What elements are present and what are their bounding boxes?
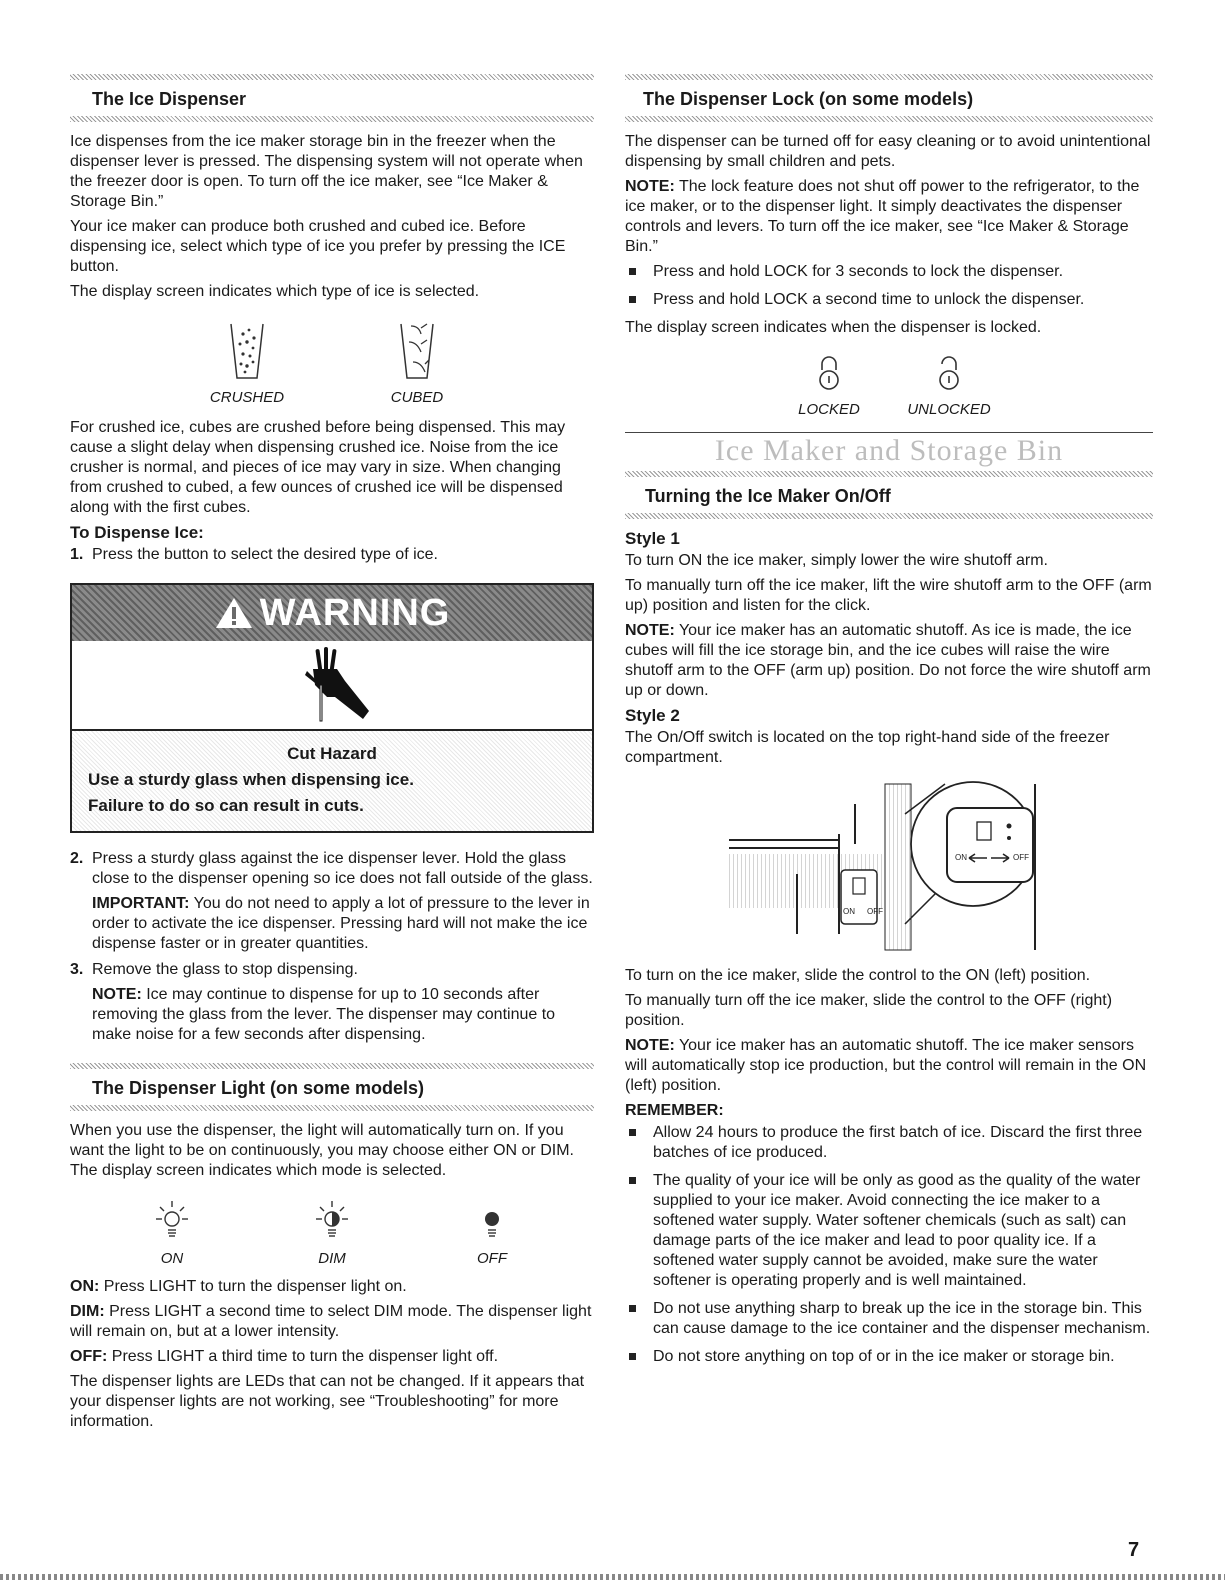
step-text: Press the button to select the desired type of ice. <box>92 546 438 563</box>
dispenser-light-paragraph-1: When you use the dispenser, the light will automatically turn on. If you want the light to be on continuously, you may choose either ON or DIM. The display screen indicates which mode is selected. <box>70 1122 574 1179</box>
dispenser-light-paragraph-2: The dispenser lights are LEDs that can not be changed. If it appears that your dispenser lights are not working, see “Troubleshooting” for more information. <box>70 1373 585 1430</box>
light-on-caption: ON <box>160 1250 184 1267</box>
style-2-note <box>625 1036 1153 1096</box>
dispenser-lock-note <box>625 177 1153 257</box>
bottom-rule <box>0 1574 1225 1580</box>
light-off-text <box>70 1347 594 1367</box>
section-rule <box>70 116 594 122</box>
warning-hazard: Cut Hazard <box>287 744 377 763</box>
cubed-caption: CUBED <box>390 389 444 406</box>
crushed-icon-cell <box>192 320 302 408</box>
diagram-on-label: ON <box>955 853 967 862</box>
ice-dispenser-paragraph-2: Your ice maker can produce both crushed and cubed ice. Before dispensing ice, select which type of ice you prefer by pressing the ICE button. <box>70 218 566 275</box>
light-on-cell <box>117 1197 227 1269</box>
warning-triangle-icon <box>214 596 254 630</box>
note-text: Your ice maker has an automatic shutoff. As ice is made, the ice cubes will fill the ice storage bin, and the ice cubes will raise the wire shutoff arm to the OFF (arm up) position. Do not force the wire shutoff arm up or down. <box>625 622 1151 699</box>
dim-desc: Press LIGHT a second time to select DIM mode. The dispenser light will remain on, but at a lower intensity. <box>70 1303 592 1340</box>
cut-hand-icon <box>287 645 377 725</box>
ice-maker-title: Ice Maker and Storage Bin <box>714 434 1064 467</box>
note-text: The lock feature does not shut off power to the refrigerator, to the ice maker, or to the dispenser light. It simply deactivates the dispenser controls and levers. To turn off the ice maker, see “Ice Maker & Storage Bin.” <box>625 178 1140 255</box>
step-2 <box>70 849 594 954</box>
diagram-on-label-small: ON <box>843 907 855 916</box>
crushed-ice-paragraph: For crushed ice, cubes are crushed before being dispensed. This may cause a slight delay when dispensing crushed ice. Noise from the ice crusher is normal, and pieces of ice may vary in size. When changing from crushed to cubed, a few ounces of crushed ice will be dispensed along with the first cubes. <box>70 419 566 516</box>
important-label: IMPORTANT: <box>92 895 190 912</box>
important-text: You do not need to apply a lot of pressure to the lever in order to activate the ice dispenser. Pressing hard will not make the ice dispense faster or in greater quantities. <box>92 895 590 952</box>
warning-text <box>72 731 592 831</box>
note-label: NOTE: <box>625 1037 675 1054</box>
locked-icon-cell <box>774 354 884 420</box>
step-number: 2. <box>70 850 84 867</box>
style-1-note <box>625 621 1153 701</box>
ice-dispenser-heading: The Ice Dispenser <box>92 89 247 109</box>
section-rule <box>625 116 1153 122</box>
lock-bullet-1: Press and hold LOCK for 3 seconds to lock the dispenser. <box>625 262 1153 282</box>
locked-caption: LOCKED <box>798 401 860 418</box>
turning-ice-maker-heading: Turning the Ice Maker On/Off <box>645 486 891 506</box>
light-dim-cell <box>277 1197 387 1269</box>
crushed-ice-icon <box>227 320 267 382</box>
dispenser-light-heading: The Dispenser Light (on some models) <box>92 1078 425 1098</box>
light-mode-icons <box>70 1197 594 1269</box>
light-on-text <box>70 1277 594 1297</box>
on-desc: Press LIGHT to turn the dispenser light on. <box>99 1278 407 1295</box>
light-dim-icon <box>312 1197 352 1243</box>
light-dim-text <box>70 1302 594 1342</box>
remember-bullet-3: Do not use anything sharp to break up the ice in the storage bin. This can cause damage to the ice container and the dispenser mechanism. <box>625 1299 1153 1339</box>
ice-dispenser-paragraph-3: The display screen indicates which type of ice is selected. <box>70 283 480 300</box>
lock-icons <box>625 354 1153 420</box>
unlocked-caption: UNLOCKED <box>907 401 991 418</box>
important-note <box>92 894 594 954</box>
crushed-caption: CRUSHED <box>209 389 285 406</box>
off-label: OFF: <box>70 1348 108 1365</box>
dispenser-lock-paragraph-2: The display screen indicates when the dispenser is locked. <box>625 319 1042 336</box>
step-text: Press a sturdy glass against the ice dispenser lever. Hold the glass close to the dispenser opening so ice does not fall outside of the glass. <box>92 850 593 887</box>
style-2-paragraph-3: To manually turn off the ice maker, slide the control to the OFF (right) position. <box>625 992 1113 1029</box>
remember-bullet-4: Do not store anything on top of or in the ice maker or storage bin. <box>625 1347 1153 1367</box>
unlocked-icon-cell <box>894 354 1004 420</box>
note-text: Ice may continue to dispense for up to 10 seconds after removing the glass from the lever. The dispenser may continue to make noise for a few seconds after dispensing. <box>92 986 556 1043</box>
step-number: 3. <box>70 961 84 978</box>
cubed-ice-icon <box>397 320 437 382</box>
diagram-off-label-small: OFF <box>867 907 883 916</box>
section-rule <box>70 1105 594 1111</box>
remember-bullet-1: Allow 24 hours to produce the first batch of ice. Discard the first three batches of ice produced. <box>625 1123 1153 1163</box>
dispense-steps-1 <box>70 545 594 565</box>
style-2-heading: Style 2 <box>625 706 680 725</box>
remember-bullet-2: The quality of your ice will be only as good as the quality of the water supplied to your ice maker. Avoid connecting the ice maker to a softened water supply. Water softener chemicals (such as salt) can damage parts of the ice maker and lead to poor quality ice. If a softened water supply cannot be avoided, make sure the water softener is operating properly and is well maintained. <box>625 1171 1153 1291</box>
warning-box <box>70 583 594 833</box>
right-column <box>625 74 1153 1375</box>
note-label: NOTE: <box>92 986 142 1003</box>
style-1-paragraph-1: To turn ON the ice maker, simply lower the wire shutoff arm. <box>625 552 1048 569</box>
locked-icon <box>814 354 844 394</box>
warning-pictogram <box>72 641 592 731</box>
style-2-paragraph-2: To turn on the ice maker, slide the control to the ON (left) position. <box>625 967 1091 984</box>
note-label: NOTE: <box>625 622 675 639</box>
section-divider <box>625 432 1153 433</box>
page-number: 7 <box>1128 1539 1140 1561</box>
to-dispense-heading: To Dispense Ice: <box>70 523 204 542</box>
step-1 <box>70 545 594 565</box>
cubed-icon-cell <box>362 320 472 408</box>
dispense-steps-2 <box>70 849 594 1045</box>
warning-banner <box>72 585 592 641</box>
light-dim-caption: DIM <box>318 1250 346 1267</box>
warning-line-2: Failure to do so can result in cuts. <box>88 796 364 815</box>
unlocked-icon <box>934 354 964 394</box>
warning-line-1: Use a sturdy glass when dispensing ice. <box>88 770 414 789</box>
warning-title: WARNING <box>259 592 451 634</box>
note-text: Your ice maker has an automatic shutoff. The ice maker sensors will automatically stop ice production, but the control will remain in the ON (left) position. <box>625 1037 1147 1094</box>
dispenser-lock-heading: The Dispenser Lock (on some models) <box>643 89 974 109</box>
light-off-icon <box>472 1197 512 1243</box>
light-off-cell <box>437 1197 547 1269</box>
light-off-caption: OFF <box>477 1250 507 1267</box>
light-on-icon <box>152 1197 192 1243</box>
section-rule <box>625 513 1153 519</box>
style-1-paragraph-2: To manually turn off the ice maker, lift the wire shutoff arm to the OFF (arm up) position and listen for the click. <box>625 577 1152 614</box>
step-text: Remove the glass to stop dispensing. <box>92 961 358 978</box>
ice-dispenser-paragraph-1: Ice dispenses from the ice maker storage bin in the freezer when the dispenser lever is pressed. The dispensing system will not operate when the freezer door is open. To turn off the ice maker, see “Ice Maker & Storage Bin.” <box>70 133 583 210</box>
dispenser-lock-paragraph-1: The dispenser can be turned off for easy cleaning or to avoid unintentional dispensing by small children and pets. <box>625 133 1151 170</box>
style-1-heading: Style 1 <box>625 529 680 548</box>
off-desc: Press LIGHT a third time to turn the dispenser light off. <box>107 1348 499 1365</box>
style-2-paragraph-1: The On/Off switch is located on the top right-hand side of the freezer compartment. <box>625 729 1110 766</box>
remember-heading: REMEMBER: <box>625 1102 724 1119</box>
lock-bullet-2: Press and hold LOCK a second time to unlock the dispenser. <box>625 290 1153 310</box>
dim-label: DIM: <box>70 1303 105 1320</box>
note-label: NOTE: <box>625 178 675 195</box>
ice-type-icons <box>70 320 594 408</box>
diagram-off-label: OFF <box>1013 853 1029 862</box>
step-3-note <box>92 985 594 1045</box>
step-3 <box>70 960 594 1045</box>
on-label: ON: <box>70 1278 100 1295</box>
ice-maker-switch-diagram <box>625 774 1153 960</box>
step-number: 1. <box>70 546 84 563</box>
left-column <box>70 74 594 1437</box>
